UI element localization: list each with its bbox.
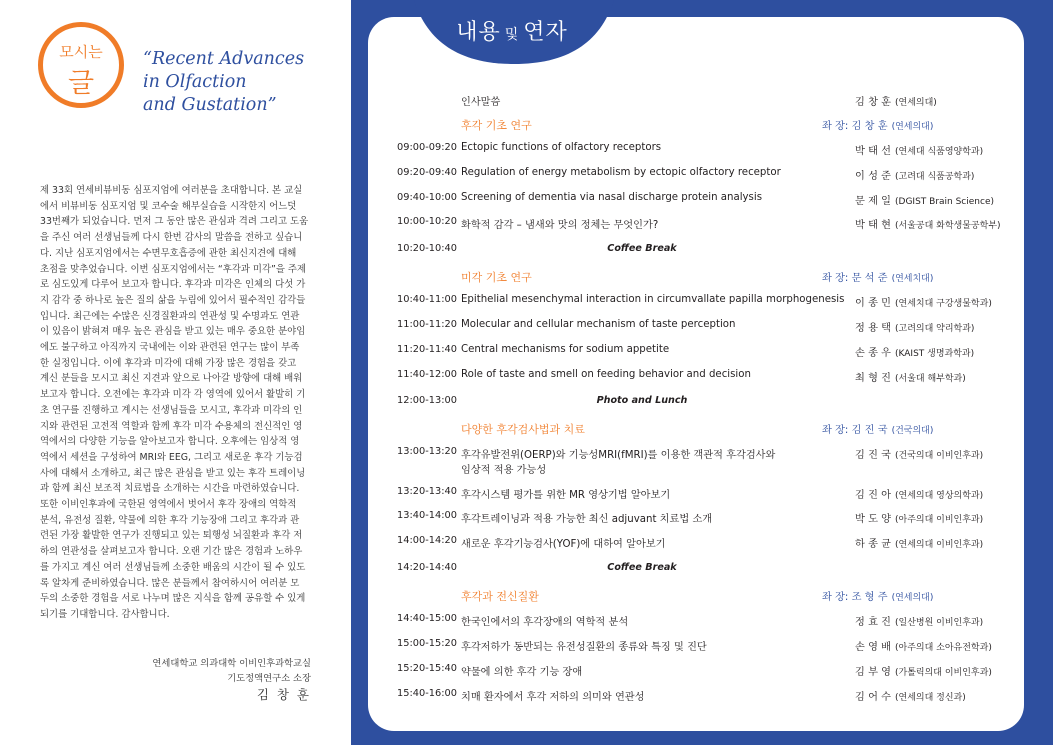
speaker: [855, 535, 983, 550]
speaker-affiliation: (연세대 식품영양학과): [895, 147, 984, 157]
speaker-affiliation: (가톨릭의대 이비인후과): [895, 668, 992, 678]
speaker: [855, 216, 1001, 231]
speaker: [855, 369, 966, 384]
talk-title: 후각유발전위(OERP)와 기능성MRI(fMRI)를 이용한 객관적 후각검사와: [461, 450, 776, 461]
speaker-name: 박 태 현: [855, 220, 891, 231]
speaker-affiliation: (서울대 해부학과): [895, 374, 966, 384]
letter-line: 지 감각 중 하나로 높은 질의 삶을 누림에 있어서 필수적인 감각들: [40, 294, 306, 306]
speaker-name: 정 효 진: [855, 617, 891, 628]
break-row: [0, 241, 1053, 261]
speaker-affiliation: (연세의대 이비인후과): [895, 540, 984, 550]
talk-time: 11:00-11:20: [397, 319, 458, 330]
speaker-affiliation: (아주의대 소아유전학과): [895, 643, 992, 653]
speaker: [855, 446, 983, 461]
schedule-talk-row: [0, 292, 1053, 312]
talk-title: 한국인에서의 후각장애의 역학적 분석: [461, 617, 629, 628]
letter-line: 두의 소중한 경험을 서로 나누며 많은 지식을 함께 공유할 수 있게: [40, 593, 306, 605]
session-chair: [822, 117, 933, 132]
circle-text-main: 글: [67, 68, 95, 99]
signature-department: 연세대학교 의과대학 이비인후과학교실: [152, 658, 311, 669]
letter-line: 사에 대해서 소개하고, 최근 많은 관심을 받고 있는 후각 트레이닝: [40, 467, 306, 479]
chair-name: 좌 장: 조 형 주: [822, 592, 888, 603]
speaker: [855, 192, 994, 207]
speaker: [855, 142, 983, 157]
session-header-row: [0, 267, 1053, 287]
break-row: [0, 560, 1053, 580]
speaker-name: 손 종 우: [855, 348, 891, 359]
break-row: [0, 393, 1053, 413]
talk-time: 10:00-10:20: [397, 216, 458, 227]
speaker: [855, 486, 983, 501]
speaker-affiliation: (서울공대 화학생물공학부): [895, 221, 1001, 231]
letter-line: 을 주신 여러 선생님들께 다시 한번 감사의 말씀을 전하고 싶습니: [40, 232, 303, 244]
circle-text-top: 모시는: [59, 43, 103, 61]
letter-line: 를 가지고 계신 여러 선생님들께 소중한 배움의 시간이 될 수 있도: [40, 561, 306, 573]
talk-time: 09:40-10:00: [397, 192, 458, 203]
talk-time: 15:40-16:00: [397, 688, 458, 699]
letter-line: 역에서의 다양한 기능을 알아보고자 합니다. 오후에는 임상적 영: [40, 436, 300, 448]
speaker-affiliation: (연세치대 구강생물학과): [895, 299, 992, 309]
speaker: [855, 510, 983, 525]
session-title: 다양한 후각검사법과 치료: [461, 423, 585, 436]
letter-line: 역에서 세션을 구성하여 MRI와 EEG, 그리고 새로운 후각 기능검: [40, 451, 303, 463]
schedule-talk-row: [0, 367, 1053, 387]
talk-time: 15:20-15:40: [397, 663, 458, 674]
session-title: 미각 기초 연구: [461, 271, 532, 284]
talk-title: 치매 환자에서 후각 저하의 의미와 연관성: [461, 692, 645, 703]
session-title: 후각 기초 연구: [461, 119, 532, 132]
quote-line: and Gustation”: [143, 95, 277, 115]
quote-line: “Recent Advances: [143, 49, 305, 69]
schedule-talk-row: [0, 214, 1053, 234]
schedule-talk-row: [0, 317, 1053, 337]
session-header-row: [0, 115, 1053, 135]
speaker-affiliation: (아주의대 이비인후과): [895, 515, 984, 525]
speaker: [855, 613, 983, 628]
speaker-name: 정 용 택: [855, 323, 891, 334]
speaker: [855, 319, 974, 334]
talk-title: 인사말씀: [461, 97, 501, 108]
talk-title: 화학적 감각 – 냄새와 맛의 정체는 무엇인가?: [461, 220, 659, 231]
session-chair: [822, 588, 933, 603]
speaker-affiliation: (연세의대 정신과): [895, 693, 966, 703]
letter-line: 되기를 기대합니다. 감사합니다.: [40, 608, 170, 620]
letter-line: 록 알차게 준비하였습니다. 많은 분들께서 참여하시어 여러분 모: [40, 577, 300, 589]
session-header-row: [0, 586, 1053, 606]
talk-time: 09:20-09:40: [397, 167, 458, 178]
speaker-name: 김 진 국: [855, 450, 891, 461]
talk-title: Ectopic functions of olfactory receptors: [461, 142, 662, 153]
letter-line: 보고자 합니다. 오전에는 후각과 미각 각 영역에 있어서 활발히 기: [40, 389, 306, 401]
speaker-name: 김 부 영: [855, 667, 891, 678]
letter-line: 다. 지난 심포지엄에서는 수면무호흡증에 관한 최신지견에 대해: [40, 247, 297, 259]
speaker-name: 김 진 아: [855, 490, 891, 501]
schedule-talk-row: [0, 611, 1053, 631]
talk-title: Role of taste and smell on feeding behavior and decision: [461, 369, 751, 380]
talk-title: 후각시스템 평가를 위한 MR 영상기법 알아보기: [461, 490, 671, 501]
chair-affiliation: (건국의대): [891, 426, 934, 436]
speaker-affiliation: (고려대 식품공학과): [895, 172, 975, 182]
session-chair: [822, 269, 933, 284]
talk-time: 13:00-13:20: [397, 446, 458, 457]
letter-line: 제 33회 연세비뷰비동 심포지엄에 여러분을 초대합니다. 본 교실: [40, 185, 303, 196]
schedule-talk-row: [0, 686, 1053, 706]
talk-time: 14:40-15:00: [397, 613, 458, 624]
session-chair: [822, 421, 933, 436]
chair-affiliation: (연세의대): [891, 593, 934, 603]
talk-time: 11:20-11:40: [397, 344, 458, 355]
speaker: [855, 638, 992, 653]
talk-title: 새로운 후각기능검사(YOF)에 대하여 알아보기: [461, 539, 666, 550]
schedule-talk-row: [0, 91, 1053, 111]
program-title-part: 및: [504, 27, 520, 43]
talk-title: 후각트레이닝과 적용 가능한 최신 adjuvant 치료법 소개: [461, 514, 713, 525]
letter-line: 로 심도있게 다루어 보고자 합니다. 후각과 미각은 인체의 다섯 가: [40, 279, 306, 291]
letter-line: 에서 비뷰비동 심포지엄 및 코수술 해부실습을 시작한지 어느덧: [40, 200, 297, 212]
chair-affiliation: (연세치대): [891, 274, 934, 284]
speaker: [855, 344, 974, 359]
talk-time: 13:40-14:00: [397, 510, 458, 521]
letter-line: 하의 연관성을 살펴보고자 합니다. 오랜 기간 많은 경험과 노하우: [40, 546, 303, 558]
letter-line: 분석, 유전성 질환, 약물에 의한 후각 기능장애 그리고 후각과 관: [40, 514, 300, 526]
speaker: [855, 294, 992, 309]
break-label: Coffee Break: [607, 243, 677, 254]
speaker-affiliation: (DGIST Brain Science): [895, 197, 994, 207]
break-label: Photo and Lunch: [596, 395, 688, 406]
speaker-name: 문 제 일: [855, 196, 891, 207]
schedule-talk-row: [0, 190, 1053, 210]
letter-line: 입니다. 최근에는 수많은 신경질환과의 연관성 및 수명과도 연관: [40, 310, 300, 322]
talk-title: Regulation of energy metabolism by ectopic olfactory receptor: [461, 167, 781, 178]
program-title-part: 연자: [523, 20, 568, 45]
speaker-name: 이 성 준: [855, 171, 891, 182]
schedule-talk-row: [0, 661, 1053, 681]
break-label: Coffee Break: [607, 562, 677, 573]
speaker-affiliation: (건국의대 이비인후과): [895, 451, 984, 461]
program-title: [414, 15, 610, 46]
session-header-row: [0, 419, 1053, 439]
letter-line: 계신 분들을 모시고 최신 지견과 앞으로 나아갈 방향에 대해 배워: [40, 373, 303, 385]
letter-line: 이 있음이 밝혀져 매우 높은 관심을 받고 있는 매우 중요한 분야임: [40, 326, 306, 338]
speaker: [855, 663, 992, 678]
speaker-name: 김 창 훈: [855, 97, 891, 108]
letter-line: 과 함께 최신 보조적 치료법을 소개하는 시간을 마련하였습니다.: [40, 483, 300, 495]
signature-name: 김 창 훈: [256, 687, 311, 702]
talk-time: 13:20-13:40: [397, 486, 458, 497]
talk-title: Screening of dementia via nasal discharge protein analysis: [461, 192, 763, 203]
speaker-name: 박 태 선: [855, 146, 891, 157]
signature-title: 기도정액연구소 소장: [227, 673, 311, 684]
talk-time: 15:00-15:20: [397, 638, 458, 649]
speaker-name: 최 형 진: [855, 373, 891, 384]
speaker-affiliation: (일산병원 이비인후과): [895, 618, 984, 628]
letter-line: 33번째가 되었습니다. 먼저 그 동안 많은 관심과 격려 그리고 도움: [40, 216, 309, 228]
break-time: 10:20-10:40: [397, 243, 458, 254]
talk-title: 후각저하가 동반되는 유전성질환의 종류와 특징 및 진단: [461, 642, 707, 653]
program-title-part: 내용: [456, 20, 501, 45]
session-title: 후각과 전신질환: [461, 590, 539, 603]
speaker-name: 김 어 수: [855, 692, 891, 703]
schedule-talk-row: [0, 636, 1053, 656]
letter-line: 지와 관련된 고전적 역할과 함께 후각 미각 수용체의 전신적인 영: [40, 420, 303, 432]
schedule-talk-row: [0, 165, 1053, 185]
letter-line: 한 실정입니다. 이에 후각과 미각에 대해 가장 많은 경험을 갖고: [40, 357, 297, 369]
talk-title: Central mechanisms for sodium appetite: [461, 344, 670, 355]
schedule-talk-row: [0, 533, 1053, 553]
chair-affiliation: (연세의대): [891, 122, 934, 132]
talk-title: 약물에 의한 후각 기능 장애: [461, 667, 583, 678]
quote-line: in Olfaction: [143, 72, 247, 92]
talk-time: 09:00-09:20: [397, 142, 458, 153]
letter-line: 또한 이비인후과에 국한된 영역에서 벗어서 후각 장애의 역학적: [40, 499, 297, 511]
talk-title: Epithelial mesenchymal interaction in circumvallate papilla morphogenesis: [461, 294, 845, 305]
talk-title-continued: 임상적 적용 가능성: [461, 465, 547, 476]
talk-time: 11:40-12:00: [397, 369, 458, 380]
speaker-name: 박 도 양: [855, 514, 891, 525]
schedule-talk-row: [0, 342, 1053, 362]
chair-name: 좌 장: 문 석 준: [822, 273, 888, 284]
speaker-name: 하 종 균: [855, 539, 891, 550]
speaker: [855, 93, 937, 108]
break-time: 14:20-14:40: [397, 562, 458, 573]
speaker-name: 손 영 배: [855, 642, 891, 653]
letter-line: 련된 가장 활발한 연구가 진행되고 있는 퇴행성 뇌질환과 후각 저: [40, 530, 303, 542]
speaker-affiliation: (KAIST 생명과학과): [895, 349, 975, 359]
chair-name: 좌 장: 김 진 국: [822, 425, 888, 436]
speaker: [855, 688, 966, 703]
speaker-affiliation: (연세의대): [895, 98, 937, 108]
letter-line: 초점을 맞추었습니다. 이번 심포지엄에서는 “후각과 미각”을 주제: [40, 263, 307, 275]
schedule-talk-row: [0, 140, 1053, 160]
speaker-affiliation: (고려의대 약리학과): [895, 324, 975, 334]
talk-time: 10:40-11:00: [397, 294, 458, 305]
chair-name: 좌 장: 김 창 훈: [822, 121, 888, 132]
talk-time: 14:00-14:20: [397, 535, 458, 546]
break-time: 12:00-13:00: [397, 395, 458, 406]
speaker-name: 이 종 민: [855, 298, 891, 309]
schedule-talk-row: [0, 484, 1053, 504]
speaker-affiliation: (연세의대 영상의학과): [895, 491, 984, 501]
speaker: [855, 167, 974, 182]
letter-line: 에도 불구하고 아직까지 국내에는 이와 관련된 연구는 많이 부족: [40, 342, 300, 354]
talk-title: Molecular and cellular mechanism of taste perception: [461, 319, 736, 330]
letter-line: 초 연구를 진행하고 계시는 선생님들을 모시고, 후각과 미각의 인: [40, 404, 303, 416]
schedule-talk-row: [0, 508, 1053, 528]
